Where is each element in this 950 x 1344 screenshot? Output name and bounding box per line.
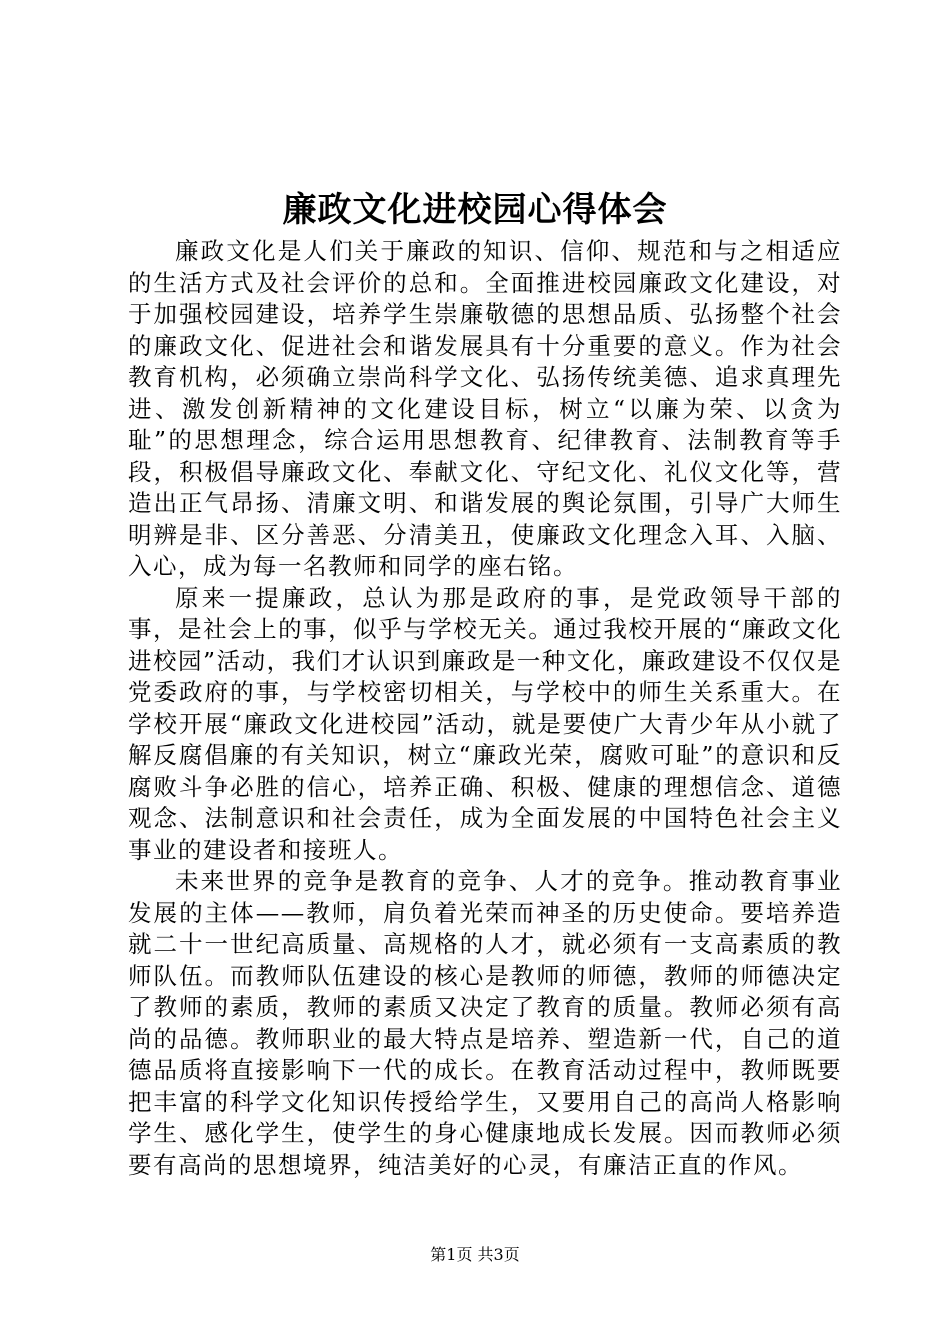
paragraph-3: 未来世界的竞争是教育的竞争、人才的竞争。推动教育事业发展的主体——教师，肩负着光荣而神圣的历史使命。要培养造就二十一世纪高质量、高规格的人才，就必须有一支高素质的教师队伍。而教师队伍建设的核心是教师的师德，教师的师德决定了教师的素质，教师的素质又决定了教育的质量。教师必须有高尚的品德。教师职业的最大特点是培养、塑造新一代，自己的道德品质将直接影响下一代的成长。在教育活动过程中，教师既要把丰富的科学文化知识传授给学生，又要用自己的高尚人格影响学生、感化学生，使学生的身心健康地成长发展。因而教师必须要有高尚的思想境界，纯洁美好的心灵，有廉洁正直的作风。 [128,867,842,1179]
document-title: 廉政文化进校园心得体会 [282,190,668,230]
page-footer: 第1页 共3页 [430,1245,520,1264]
paragraph-1: 廉政文化是人们关于廉政的知识、信仰、规范和与之相适应的生活方式及社会评价的总和。全面推进校园廉政文化建设，对于加强校园建设，培养学生崇廉敬德的思想品质、弘扬整个社会的廉政文化、促进社会和谐发展具有十分重要的意义。作为社会教育机构，必须确立崇尚科学文化、弘扬传统美德、追求真理先进、激发创新精神的文化建设目标，树立“以廉为荣、以贪为耻”的思想理念，综合运用思想教育、纪律教育、法制教育等手段，积极倡导廉政文化、奉献文化、守纪文化、礼仪文化等，营造出正气昂扬、清廉文明、和谐发展的舆论氛围，引导广大师生明辨是非、区分善恶、分清美丑，使廉政文化理念入耳、入脑、入心，成为每一名教师和同学的座右铭。 [128,237,842,580]
document-body [128,236,842,1181]
paragraph-2: 原来一提廉政，总认为那是政府的事，是党政领导干部的事，是社会上的事，似乎与学校无关。通过我校开展的“廉政文化进校园”活动，我们才认识到廉政是一种文化，廉政建设不仅仅是党委政府的事，与学校密切相关，与学校中的师生关系重大。在学校开展“廉政文化进校园”活动，就是要使广大青少年从小就了解反腐倡廉的有关知识，树立“廉政光荣，腐败可耻”的意识和反腐败斗争必胜的信心，培养正确、积极、健康的理想信念、道德观念、法制意识和社会责任，成为全面发展的中国特色社会主义事业的建设者和接班人。 [128,583,842,864]
